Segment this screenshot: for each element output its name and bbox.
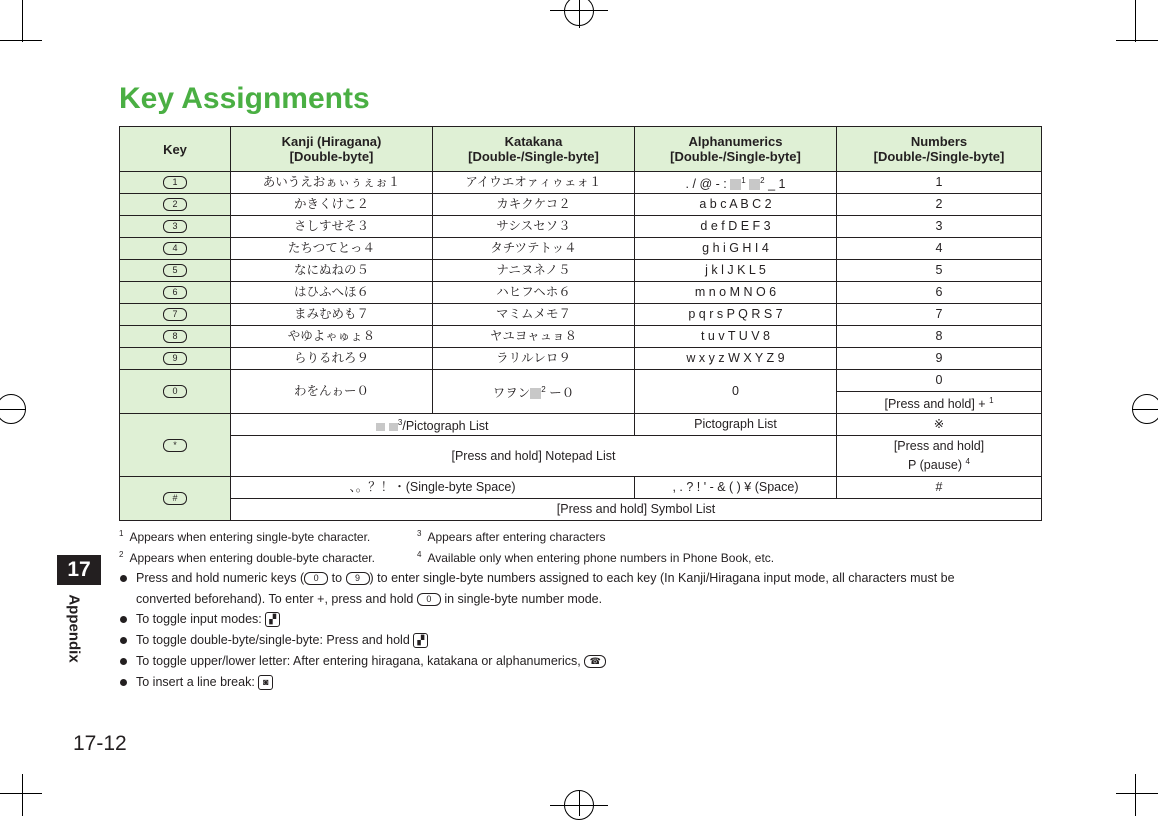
footnote-text: Appears when entering double-byte character. — [129, 551, 375, 565]
kana-cell — [231, 414, 635, 436]
footnote-ref: 1 — [741, 175, 746, 185]
crop-mark — [1132, 409, 1158, 410]
bullet-text: To toggle input modes: — [136, 612, 262, 626]
emoticon-glyph — [730, 179, 741, 190]
num-cell: 7 — [837, 304, 1042, 326]
num-cell: 6 — [837, 282, 1042, 304]
footnote-mark: 2 — [119, 550, 124, 559]
alpha-cell: a b c A B C 2 — [635, 194, 837, 216]
header-row — [120, 127, 1042, 172]
section-label — [42, 590, 112, 665]
footnote-text: Appears after entering characters — [427, 530, 606, 544]
num-hold-cell — [837, 436, 1042, 477]
emoticon-glyph — [749, 179, 760, 190]
num-cell: # — [837, 477, 1042, 499]
key-cell — [120, 348, 231, 370]
key-cell — [120, 260, 231, 282]
key-3-icon: 3 — [163, 220, 187, 233]
crop-mark — [1135, 774, 1136, 816]
bullet-line-break — [120, 675, 273, 690]
kanji-cell: なにぬねの５ — [231, 260, 433, 282]
kanji-cell: あいうえおぁぃぅぇぉ１ — [231, 172, 433, 194]
crop-mark — [579, 790, 580, 816]
table-row-key-star — [120, 414, 1042, 436]
num-hold-cell — [837, 392, 1042, 414]
key-2-icon: 2 — [163, 198, 187, 211]
section-text: Appendix — [65, 594, 83, 663]
bullet-upper-lower — [120, 654, 606, 669]
table-row — [120, 260, 1042, 282]
katakana-text: ー０ — [549, 386, 575, 401]
alpha-cell: p q r s P Q R S 7 — [635, 304, 837, 326]
key-9-icon: 9 — [163, 352, 187, 365]
key-star-icon: * — [163, 439, 187, 452]
katakana-cell: マミムメモ７ — [433, 304, 635, 326]
kanji-cell: わをんゎー０ — [231, 370, 433, 414]
katakana-cell: ナニヌネノ５ — [433, 260, 635, 282]
mode-key-icon: ▞ — [413, 633, 428, 648]
key-1-icon: 1 — [163, 176, 187, 189]
bullet-text: ) to enter single-byte numbers assigned to each key (In Kanji/Hiragana input mode, all characters must be — [369, 571, 955, 585]
bullet-icon — [120, 637, 127, 644]
pause-text: P (pause) — [908, 458, 963, 473]
key-7-icon: 7 — [163, 308, 187, 321]
bullet-double-single — [120, 633, 428, 648]
num-cell: 1 — [837, 172, 1042, 194]
kanji-cell: やゆよゃゅょ８ — [231, 326, 433, 348]
katakana-cell: ヤユヨャュョ８ — [433, 326, 635, 348]
bullet-icon — [120, 658, 127, 665]
footnote-mark: 1 — [119, 529, 124, 538]
num-cell: 2 — [837, 194, 1042, 216]
key-5-icon: 5 — [163, 264, 187, 277]
bullet-text: to — [331, 571, 343, 585]
crop-mark — [1116, 40, 1158, 41]
kanji-cell: まみむめも７ — [231, 304, 433, 326]
bullet-text: To insert a line break: — [136, 675, 255, 689]
key-0-icon: 0 — [163, 385, 187, 398]
emoticon-glyph — [389, 423, 398, 431]
bullet-icon — [120, 575, 127, 582]
small-wa-glyph — [530, 388, 541, 399]
footnote-3 — [417, 529, 606, 544]
footnote-text: Available only when entering phone numbers in Phone Book, etc. — [427, 551, 775, 565]
footnote-ref: 2 — [541, 384, 546, 394]
katakana-cell: タチツテトッ４ — [433, 238, 635, 260]
col-header-kanji — [231, 127, 433, 172]
emoticon-glyph — [376, 423, 385, 431]
table-row — [120, 282, 1042, 304]
crop-mark — [550, 805, 608, 806]
key-assignment-table — [119, 126, 1042, 521]
bullet-text: converted beforehand). To enter +, press and hold — [136, 592, 414, 606]
table-row — [120, 172, 1042, 194]
num-cell: 9 — [837, 348, 1042, 370]
key-cell — [120, 216, 231, 238]
alpha-cell: m n o M N O 6 — [635, 282, 837, 304]
bullet-numeric-keys — [120, 571, 955, 586]
call-key-icon: ☎ — [584, 655, 606, 668]
chapter-tab: 17 — [57, 555, 101, 585]
footnote-ref: 4 — [965, 456, 970, 466]
kana-cell: 、。？！・(Single-byte Space) — [231, 477, 635, 499]
bullet-icon — [120, 679, 127, 686]
crop-mark — [0, 409, 26, 410]
footnote-1 — [119, 529, 370, 544]
kanji-cell: らりるれろ９ — [231, 348, 433, 370]
crop-mark — [22, 0, 23, 42]
katakana-cell — [433, 370, 635, 414]
kanji-cell: さしすせそ３ — [231, 216, 433, 238]
alpha-cell: 0 — [635, 370, 837, 414]
table-row — [120, 238, 1042, 260]
key-6-icon: 6 — [163, 286, 187, 299]
col-header-alphanumerics — [635, 127, 837, 172]
crop-mark — [0, 793, 42, 794]
katakana-cell: サシスセソ３ — [433, 216, 635, 238]
camera-key-icon: ◙ — [258, 675, 273, 690]
col-header-numbers — [837, 127, 1042, 172]
header-line: Kanji (Hiragana) — [281, 134, 382, 149]
num-cell: ※ — [837, 414, 1042, 436]
num-cell: 3 — [837, 216, 1042, 238]
crop-mark — [22, 774, 23, 816]
header-line: Alphanumerics — [688, 134, 783, 149]
kanji-cell: たちつてとっ４ — [231, 238, 433, 260]
bullet-text: in single-byte number mode. — [444, 592, 603, 606]
footnote-mark: 4 — [417, 550, 422, 559]
table-row-key-hash-hold — [120, 499, 1042, 521]
col-key-label: Key — [163, 141, 187, 157]
footnote-ref: 1 — [989, 395, 994, 405]
bullet-text: To toggle double-byte/single-byte: Press and hold — [136, 633, 410, 647]
bullet-text: To toggle upper/lower letter: After entering hiragana, katakana or alphanumerics, — [136, 654, 581, 668]
hold-cell: [Press and hold] Notepad List — [231, 436, 837, 477]
alpha-cell: , . ? ! ' - & ( ) ¥ (Space) — [635, 477, 837, 499]
footnote-mark: 3 — [417, 529, 422, 538]
table-row-key-hash — [120, 477, 1042, 499]
table-row — [120, 194, 1042, 216]
katakana-cell: カキクケコ２ — [433, 194, 635, 216]
table-row-key-star-hold — [120, 436, 1042, 477]
header-line: [Double-byte] — [289, 149, 374, 164]
header-line: [Double-/Single-byte] — [873, 149, 1005, 164]
key-cell — [120, 172, 231, 194]
key-hash-icon: # — [163, 492, 187, 505]
alpha-cell: Pictograph List — [635, 414, 837, 436]
key-0-icon: 0 — [417, 593, 441, 606]
key-0-icon: 0 — [304, 572, 328, 585]
key-cell — [120, 282, 231, 304]
num-cell: 5 — [837, 260, 1042, 282]
crop-mark — [550, 10, 608, 11]
key-cell — [120, 326, 231, 348]
col-header-key — [120, 127, 231, 172]
col-header-katakana — [433, 127, 635, 172]
key-cell — [120, 477, 231, 521]
mode-key-icon: ▞ — [265, 612, 280, 627]
bullet-input-modes — [120, 612, 280, 627]
header-line: [Double-/Single-byte] — [670, 149, 801, 164]
alpha-cell: t u v T U V 8 — [635, 326, 837, 348]
table-row — [120, 216, 1042, 238]
header-line: Katakana — [504, 134, 563, 149]
num-cell: 4 — [837, 238, 1042, 260]
pictograph-text: /Pictograph List — [402, 419, 489, 434]
footnote-ref: 3 — [397, 417, 403, 427]
katakana-cell: ハヒフヘホ６ — [433, 282, 635, 304]
bullet-text: Press and hold numeric keys ( — [136, 571, 305, 585]
key-cell — [120, 414, 231, 477]
key-9-icon: 9 — [346, 572, 370, 585]
header-line: [Double-/Single-byte] — [468, 149, 599, 164]
num-cell: 8 — [837, 326, 1042, 348]
kanji-cell: はひふへほ６ — [231, 282, 433, 304]
bullet-icon — [120, 616, 127, 623]
footnote-2 — [119, 550, 375, 565]
key-cell — [120, 194, 231, 216]
key-8-icon: 8 — [163, 330, 187, 343]
table-row-key-0 — [120, 370, 1042, 392]
crop-mark — [579, 0, 580, 28]
crop-mark — [1116, 793, 1158, 794]
crop-mark — [1135, 0, 1136, 42]
crop-mark — [0, 40, 42, 41]
key-cell — [120, 304, 231, 326]
footnote-4 — [417, 550, 774, 565]
table-row — [120, 348, 1042, 370]
alpha-cell: g h i G H I 4 — [635, 238, 837, 260]
key-4-icon: 4 — [163, 242, 187, 255]
page-title: Key Assignments — [119, 82, 370, 115]
kanji-cell: かきくけこ２ — [231, 194, 433, 216]
hold-text: [Press and hold] — [893, 438, 985, 453]
alpha-cell: j k l J K L 5 — [635, 260, 837, 282]
footnote-ref: 2 — [760, 175, 765, 185]
hold-cell: [Press and hold] Symbol List — [231, 499, 1042, 521]
hold-text: [Press and hold] + — [884, 397, 990, 412]
header-line: Numbers — [910, 134, 968, 149]
table-row — [120, 304, 1042, 326]
katakana-cell: アイウエオァィゥェォ１ — [433, 172, 635, 194]
bullet-numeric-keys-cont — [136, 592, 602, 607]
key-cell — [120, 238, 231, 260]
alpha-cell: d e f D E F 3 — [635, 216, 837, 238]
katakana-cell: ラリルレロ９ — [433, 348, 635, 370]
alpha-cell: . / @ - : $^1$ $^2$ _ 1 — [635, 172, 837, 194]
key-cell — [120, 370, 231, 414]
page-number: 17-12 — [73, 732, 127, 755]
alpha-cell: w x y z W X Y Z 9 — [635, 348, 837, 370]
katakana-text: ワヲン — [492, 386, 531, 401]
table-row — [120, 326, 1042, 348]
footnote-text: Appears when entering single-byte character. — [129, 530, 371, 544]
num-cell: 0 — [837, 370, 1042, 392]
